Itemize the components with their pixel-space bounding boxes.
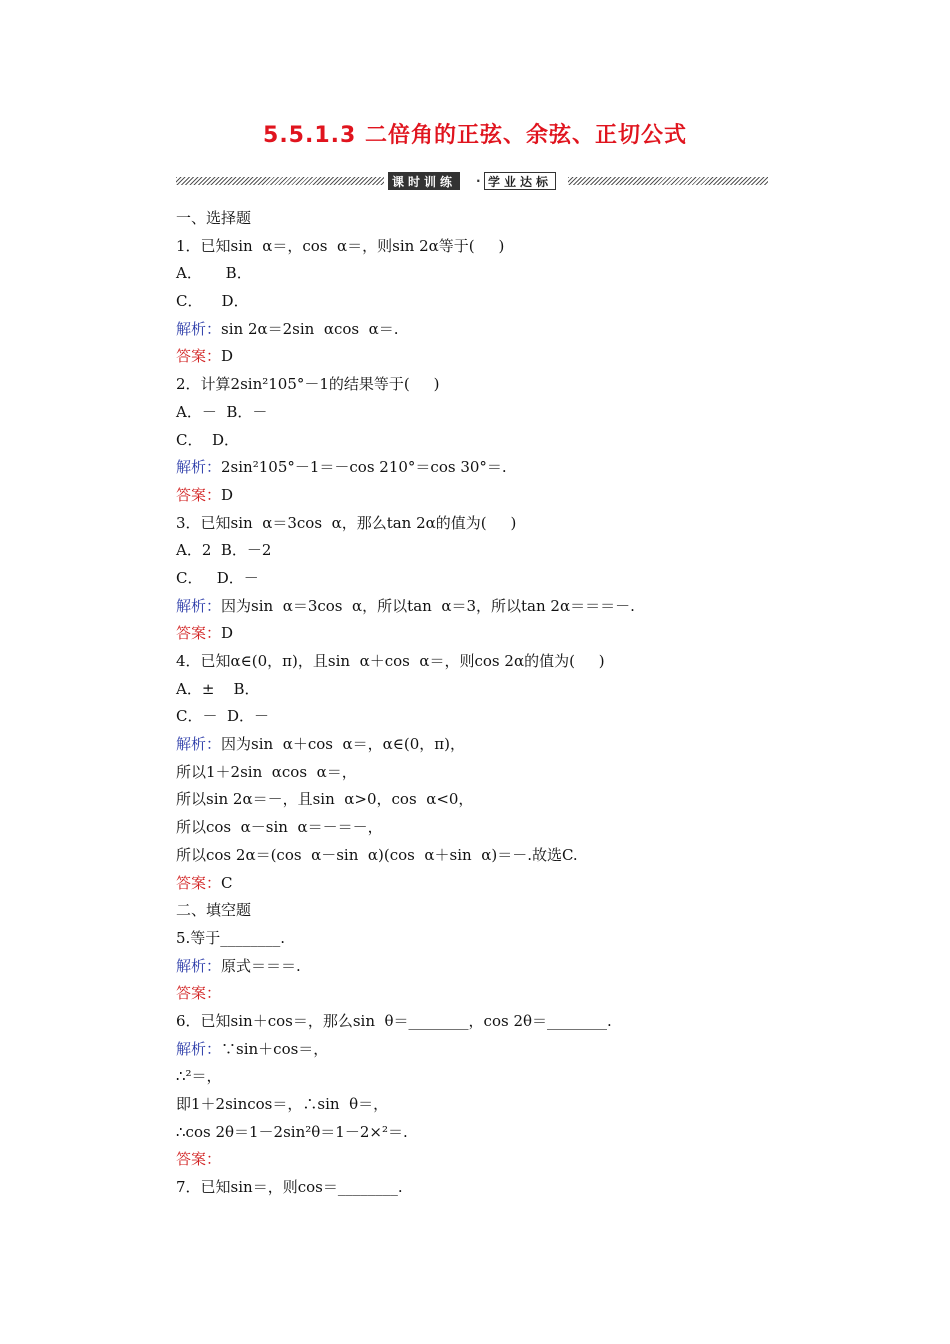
text-line (176, 925, 796, 953)
text-line (176, 786, 796, 814)
text-line (176, 759, 796, 787)
line-text: 2sin²105°－1＝－cos 210°＝cos 30°＝. (221, 458, 507, 477)
answer-line (176, 620, 796, 648)
line-text: D (221, 624, 234, 643)
text-line (176, 1063, 796, 1091)
banner-separator: · (476, 174, 481, 188)
line-text: 因为sin α＝3cos α，所以tan α＝3，所以tan 2α＝＝＝－. (221, 596, 635, 615)
text-line (176, 1174, 796, 1202)
analysis-label: 解析： (176, 735, 222, 754)
line-text: ∴cos 2θ＝1－2sin²θ＝1－2×²＝. (176, 1122, 408, 1141)
answer-line (176, 980, 796, 1008)
text-line (176, 288, 796, 316)
analysis-label: 解析： (176, 319, 222, 338)
exercise-content (176, 205, 796, 1202)
line-text: 一、选择题 (176, 209, 252, 227)
text-line (176, 1091, 796, 1119)
text-line (176, 1008, 796, 1036)
analysis-line (176, 593, 796, 621)
answer-line (176, 1146, 796, 1174)
text-line (176, 676, 796, 704)
analysis-line (176, 454, 796, 482)
analysis-label: 解析： (176, 956, 222, 975)
answer-label: 答案： (176, 1150, 222, 1169)
line-text: D (221, 347, 234, 366)
document-title: 5.5.1.3 二倍角的正弦、余弦、正切公式 (263, 123, 687, 148)
line-text: 即1＋2sincos＝，∴sin θ＝， (176, 1095, 389, 1113)
line-text: C． D． (176, 292, 249, 311)
line-text: C (221, 873, 233, 892)
answer-line (176, 482, 796, 510)
text-line (176, 260, 796, 288)
banner-label-course-practice: 课时训练 (388, 172, 460, 190)
analysis-label: 解析： (176, 458, 222, 477)
banner-label-achievement: 学业达标 (484, 172, 556, 190)
text-line (176, 510, 796, 538)
text-line (176, 897, 796, 925)
line-text: A． B． (176, 264, 252, 283)
line-text: 4．已知α∈(0，π)，且sin α＋cos α＝，则cos 2α的值为( ) (176, 652, 605, 670)
line-text: C． D．－ (176, 568, 259, 587)
text-line (176, 842, 796, 870)
line-text: 所以sin 2α＝－，且sin α>0，cos α<0， (176, 790, 474, 809)
analysis-line (176, 731, 796, 759)
line-text: A．2 B．－2 (176, 541, 272, 560)
line-text: 2．计算2sin²105°－1的结果等于( ) (176, 375, 440, 394)
line-text: C． D． (176, 430, 240, 449)
line-text: ∵sin＋cos＝， (221, 1039, 329, 1058)
line-text: 5.等于________. (176, 928, 286, 947)
line-text: 所以cos 2α＝(cos α－sin α)(cos α＋sin α)＝－.故选C. (176, 845, 578, 864)
line-text: ∴²＝， (176, 1067, 222, 1086)
line-text: 6．已知sin＋cos＝，那么sin θ＝________，cos 2θ＝________. (176, 1011, 612, 1030)
text-line (176, 537, 796, 565)
answer-line (176, 343, 796, 371)
text-line (176, 703, 796, 731)
text-line (176, 399, 796, 427)
text-line (176, 565, 796, 593)
analysis-label: 解析： (176, 596, 222, 615)
text-line (176, 1119, 796, 1147)
line-text: 所以1＋2sin αcos α＝， (176, 762, 357, 781)
line-text: 原式＝＝＝. (221, 956, 301, 975)
answer-label: 答案： (176, 485, 222, 504)
line-text: 因为sin α＋cos α＝，α∈(0，π)， (221, 735, 465, 754)
line-text: 所以cos α－sin α＝－＝－， (176, 818, 383, 837)
section-banner (176, 172, 768, 190)
text-line (176, 205, 796, 233)
text-line (176, 233, 796, 261)
answer-label: 答案： (176, 984, 222, 1003)
answer-label: 答案： (176, 624, 222, 643)
answer-label: 答案： (176, 873, 222, 892)
analysis-line (176, 953, 796, 981)
line-text: A．－ B．－ (176, 402, 268, 421)
answer-line (176, 870, 796, 898)
line-text: sin 2α＝2sin αcos α＝. (221, 319, 399, 338)
banner-hatch-right (568, 177, 768, 185)
analysis-line (176, 1036, 796, 1064)
line-text: C．－ D．－ (176, 707, 270, 726)
text-line (176, 371, 796, 399)
line-text: 二、填空题 (176, 901, 252, 920)
banner-hatch-left (176, 177, 384, 185)
line-text: D (221, 485, 234, 504)
line-text: 1．已知sin α＝，cos α＝，则sin 2α等于( ) (176, 236, 505, 255)
line-text: A．± B． (176, 679, 260, 698)
text-line (176, 427, 796, 455)
line-text: 7．已知sin＝，则cos＝________. (176, 1178, 403, 1197)
analysis-line (176, 316, 796, 344)
text-line (176, 648, 796, 676)
answer-label: 答案： (176, 347, 222, 366)
text-line (176, 814, 796, 842)
line-text: 3．已知sin α＝3cos α，那么tan 2α的值为( ) (176, 513, 517, 532)
analysis-label: 解析： (176, 1039, 222, 1058)
